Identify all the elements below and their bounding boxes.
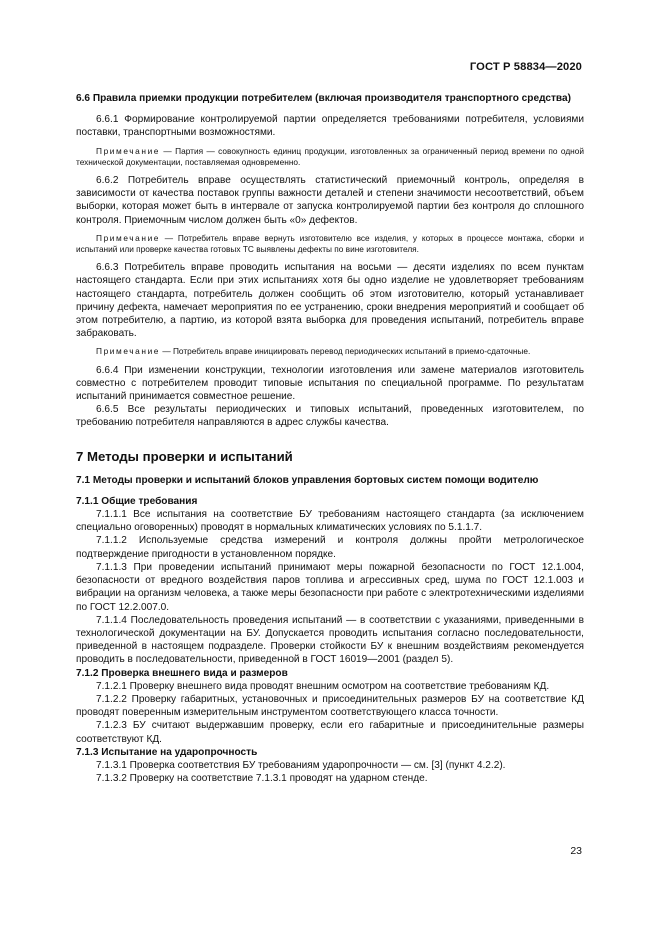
paragraph: 7.1.3.1 Проверка соответствия БУ требованиям ударопрочности — см. [3] (пункт 4.2.2). (96, 759, 506, 771)
note-label: Примечание (96, 145, 161, 156)
paragraph: 6.6.4 При изменении конструкции, технологии изготовления или замене материалов изготовитель совместно с потребителем проводит типовые испытания по специальной программе. По результатам испытаний принимается совместное решение. (76, 364, 584, 403)
paragraph: 7.1.2.2 Проверку габаритных, установочных и присоединительных размеров БУ на соответствие КД проводят поверенным измерительным инструментом соответствующего класса точности. (76, 693, 584, 719)
paragraph: 7.1.2.1 Проверку внешнего вида проводят внешним осмотром на соответствие требованиям КД. (96, 680, 550, 692)
subsection-heading: 7.1.3 Испытание на ударопрочность (76, 746, 258, 758)
paragraph: 6.6.5 Все результаты периодических и типовых испытаний, проведенных изготовителем, по требованию потребителя направляются в адрес службы качества. (76, 404, 584, 429)
document-body (76, 92, 584, 785)
note-text: — Потребитель вправе вернуть изготовителю все изделия, у которых в процессе монтажа, сборки и испытаний или проверке качества готовых ТС выявлены дефекты по вине изготовителя. (76, 232, 584, 255)
paragraph: 7.1.1.4 Последовательность проведения испытаний — в соответствии с указаниями, приведенными в технологической документации на БУ. Допускается проводить испытания согласно последовательности, приведенной в настоящем подразделе. Проверки стойкости БУ к внешним воздействиям рекомендуется проводить в последовательности, приведенной в ГОСТ 16019—2001 (раздел 5). (76, 614, 584, 666)
note-text: — Потребитель вправе инициировать перевод периодических испытаний в приемо-сдаточные. (160, 346, 531, 357)
paragraph: 6.6.2 Потребитель вправе осуществлять статистический приемочный контроль, определяя в зависимости от качества поставок группы важности деталей и степени значимости несоответствий, объем выборки, которая может быть в интервале от запуска контролируемой партии без контроля до сплошного контроля. Приемочным числом должен быть «0» дефектов. (76, 175, 584, 226)
paragraph: 7.1.3.2 Проверку на соответствие 7.1.3.1 проводят на ударном стенде. (96, 773, 428, 785)
subsection-heading: 7.1.1 Общие требования (76, 495, 198, 507)
paragraph: 7.1.1.1 Все испытания на соответствие БУ требованиям настоящего стандарта (за исключением специально оговоренных) проводят в нормальных климатических условиях по 5.1.1.7. (76, 509, 584, 534)
note (76, 146, 584, 168)
document-header: ГОСТ Р 58834—2020 (469, 61, 582, 73)
section-heading: 7 Методы проверки и испытаний (76, 448, 293, 464)
subsection-heading: 7.1.2 Проверка внешнего вида и размеров (76, 667, 288, 679)
note-label: Примечание (96, 232, 161, 243)
note (76, 233, 584, 255)
page-number: 23 (570, 845, 582, 857)
subsection-heading: 6.6 Правила приемки продукции потребителем (включая производителя транспортного средства) (76, 93, 571, 104)
note-label: Примечание (96, 346, 161, 357)
paragraph: 6.6.1 Формирование контролируемой партии определяется требованиями потребителя, условиями поставки, транспортными возможностями. (76, 114, 584, 139)
paragraph: 7.1.1.3 При проведении испытаний принимают меры пожарной безопасности по ГОСТ 12.1.004, безопасности от вредного воздействия паров топлива и агрессивных сред, шума по ГОСТ 12.1.003 и вибрации на организм человека, а также меры безопасности при работе с электротехническими изделиями по ГОСТ 12.2.007.0. (76, 561, 584, 613)
paragraph: 7.1.2.3 БУ считают выдержавшим проверку, если его габаритные и присоединительные размеры соответствуют КД. (76, 720, 584, 745)
subsection-heading: 7.1 Методы проверки и испытаний блоков управления бортовых систем помощи водителю (76, 474, 539, 486)
paragraph: 6.6.3 Потребитель вправе проводить испытания на восьми — десяти изделиях по всем пунктам настоящего стандарта. Если при этих испытаниях хотя бы одно изделие не удовлетворяет требованиям настоящего стандарта, потребитель должен сообщить об этом изготовителю, который устанавливает причину дефекта, намечает мероприятия по ее устранению, сроки внедрения мероприятий и сообщает об этом потребителю, а партию, из которой взята выборка для проведения испытаний, потребитель вправе забраковать. (76, 262, 584, 340)
note-text: — Партия — совокупность единиц продукции, изготовленных за ограниченный период времени по одной технической документации, поставляемая одновременно. (76, 145, 584, 167)
paragraph: 7.1.1.2 Используемые средства измерений и контроля должны пройти метрологическое подтверждение пригодности в установленном порядке. (76, 535, 584, 560)
note (76, 346, 584, 357)
